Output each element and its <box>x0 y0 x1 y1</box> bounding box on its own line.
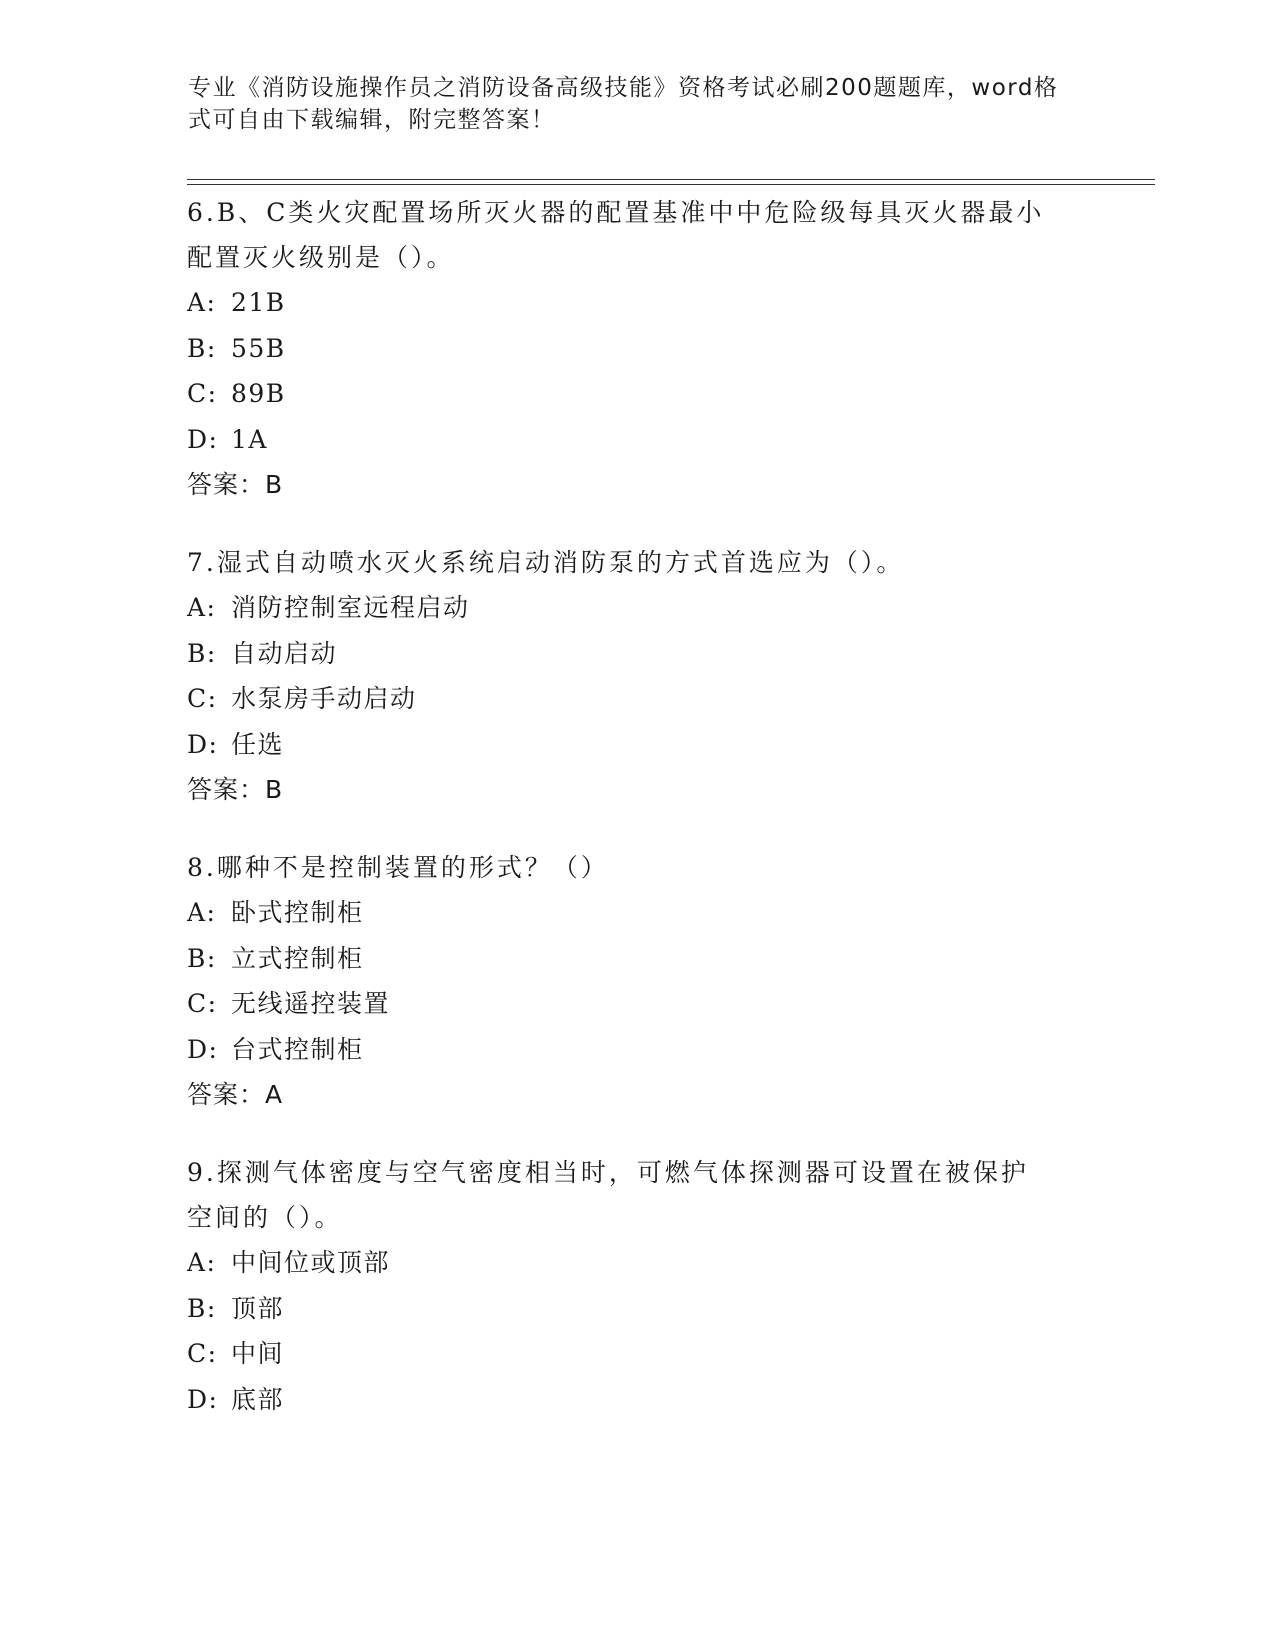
option-a <box>187 585 1067 631</box>
option-text: 顶部 <box>231 1293 285 1323</box>
header-divider-top <box>187 179 1155 180</box>
option-b <box>187 1286 1067 1332</box>
option-text: 中间位或顶部 <box>231 1248 391 1277</box>
header-divider-bottom <box>187 184 1155 185</box>
option-a <box>187 1240 1067 1286</box>
option-text: 89B <box>231 379 286 408</box>
question-9 <box>187 1150 1067 1422</box>
question-7 <box>187 540 1067 813</box>
option-key: B: <box>187 333 217 363</box>
option-b <box>187 936 1067 982</box>
option-a <box>187 280 1067 326</box>
option-text: 中间 <box>231 1339 285 1368</box>
option-text: 无线遥控装置 <box>231 989 391 1018</box>
question-stem: 8.哪种不是控制装置的形式？（） <box>187 853 609 882</box>
document-header <box>188 72 1068 136</box>
option-d <box>187 417 1067 463</box>
option-key: B: <box>187 1293 217 1323</box>
option-key: B: <box>187 943 217 973</box>
question-stem-continued: 配置灭火级别是（）。 <box>187 243 455 272</box>
option-text: 底部 <box>231 1384 285 1414</box>
option-key: B: <box>187 638 217 668</box>
question-stem: 6.B、C类火灾配置场所灭火器的配置基准中中危险级每具灭火器最小 <box>187 198 1045 227</box>
option-text: 21B <box>231 288 286 317</box>
question-6 <box>187 190 1067 508</box>
option-text: 1A <box>231 424 268 454</box>
option-key: D: <box>187 1034 219 1064</box>
header-line-1: 专业《消防设施操作员之消防设备高级技能》资格考试必刷200题题库，word格 <box>188 75 1059 101</box>
option-key: C: <box>187 1339 218 1368</box>
option-key: C: <box>187 379 218 408</box>
option-key: D: <box>187 1384 219 1414</box>
option-text: 水泵房手动启动 <box>231 684 417 713</box>
option-c <box>187 676 1067 722</box>
option-key: A: <box>187 593 217 622</box>
option-text: 台式控制柜 <box>231 1034 364 1064</box>
option-key: C: <box>187 989 218 1018</box>
option-c <box>187 1331 1067 1377</box>
option-d <box>187 1027 1067 1073</box>
option-d <box>187 1377 1067 1423</box>
question-stem-continued: 空间的（）。 <box>187 1203 343 1232</box>
option-key: C: <box>187 684 218 713</box>
answer-label: 答案：B <box>187 470 284 499</box>
option-key: A: <box>187 288 217 317</box>
option-text: 立式控制柜 <box>231 943 364 973</box>
option-text: 卧式控制柜 <box>231 898 364 927</box>
option-text: 任选 <box>231 729 285 759</box>
option-text: 消防控制室远程启动 <box>231 593 470 622</box>
header-line-2: 式可自由下载编辑，附完整答案！ <box>188 107 556 133</box>
option-b <box>187 631 1067 677</box>
option-key: D: <box>187 424 219 454</box>
option-d <box>187 722 1067 768</box>
option-c <box>187 371 1067 417</box>
question-stem: 9.探测气体密度与空气密度相当时，可燃气体探测器可设置在被保护 <box>187 1158 1029 1187</box>
question-stem: 7.湿式自动喷水灭火系统启动消防泵的方式首选应为（）。 <box>187 548 905 577</box>
question-list <box>187 190 1067 1454</box>
answer-label: 答案：A <box>187 1080 284 1109</box>
option-a <box>187 890 1067 936</box>
option-key: A: <box>187 1248 217 1277</box>
option-text: 自动启动 <box>231 638 338 668</box>
option-b <box>187 326 1067 372</box>
option-text: 55B <box>231 333 286 363</box>
option-key: D: <box>187 729 219 759</box>
question-8 <box>187 845 1067 1118</box>
option-c <box>187 981 1067 1027</box>
option-key: A: <box>187 898 217 927</box>
answer-label: 答案：B <box>187 775 284 804</box>
